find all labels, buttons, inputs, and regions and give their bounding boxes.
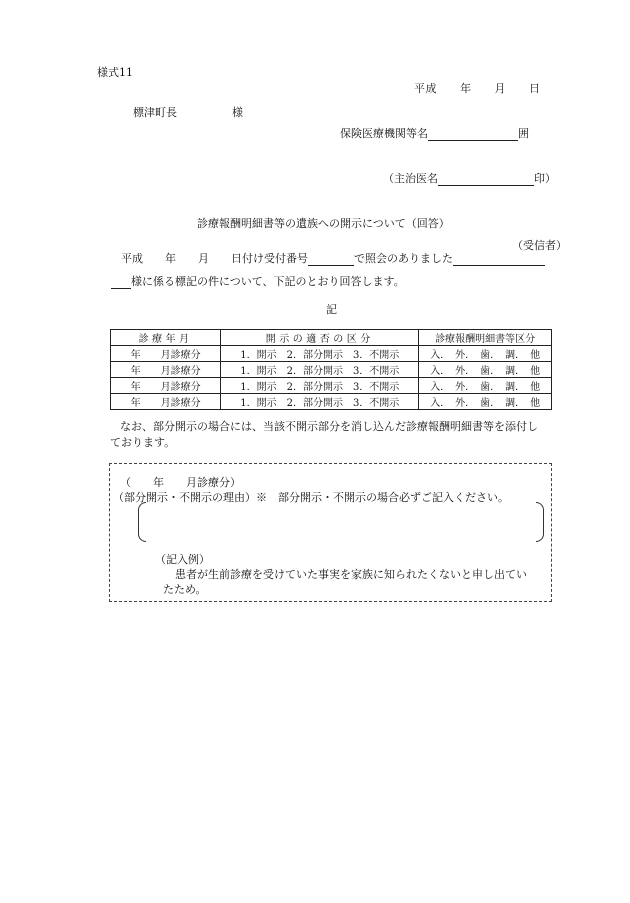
header-disclosure-category: 開示の適否の区分: [221, 330, 419, 346]
recipient-line: 標津町長 様: [133, 106, 243, 119]
inquiry-text: で照会のありました: [354, 252, 453, 265]
reference-number-blank: [308, 253, 354, 266]
disclosure-option-cell: 1．開示 2．部分開示 3．不開示: [221, 378, 419, 394]
patient-name-blank: [111, 276, 131, 289]
institution-label: 保険医療機関等名: [340, 127, 428, 140]
treatment-month-cell: 年 月診療分: [111, 346, 221, 362]
note-line-1: なお、部分開示の場合には、当該不開示部分を消し込んだ診療報酬明細書等を添付し: [120, 420, 538, 433]
body-line-2: [111, 273, 405, 289]
table-header-row: [111, 330, 552, 346]
disclosure-option-cell: 1．開示 2．部分開示 3．不開示: [221, 394, 419, 410]
ki-heading: 記: [326, 303, 337, 316]
document-title: 診療報酬明細書等の遺族への開示について（回答）: [197, 217, 450, 230]
doctor-name-blank: [438, 173, 534, 186]
statement-type-cell: 入． 外． 歯． 調． 他: [419, 346, 552, 362]
table-row: [111, 346, 552, 362]
example-label: （記入例）: [155, 553, 210, 566]
table-row: [111, 378, 552, 394]
form-number: 様式11: [97, 66, 133, 79]
statement-type-cell: 入． 外． 歯． 調． 他: [419, 362, 552, 378]
institution-name-blank: [428, 128, 518, 141]
statement-type-cell: 入． 外． 歯． 調． 他: [419, 378, 552, 394]
doctor-seal-mark: 印）: [534, 172, 556, 185]
treatment-month-cell: 年 月診療分: [111, 394, 221, 410]
treatment-month-cell: 年 月診療分: [111, 378, 221, 394]
inquirer-name-blank: [453, 253, 545, 266]
institution-seal-mark: 囲: [518, 127, 529, 140]
doctor-name-field: [383, 170, 556, 186]
statement-type-cell: 入． 外． 歯． 調． 他: [419, 394, 552, 410]
date-line: 平成 年 月 日: [414, 82, 541, 95]
body-line-1: [121, 250, 545, 266]
table-row: [111, 362, 552, 378]
header-treatment-month: 診療年月: [111, 330, 221, 346]
doctor-label: （主治医名: [383, 172, 438, 185]
example-line-1: 患者が生前診療を受けていた事実を家族に知られたくないと申し出てい: [175, 568, 527, 581]
reference-date-text: 平成 年 月 日付け受付番号: [121, 252, 308, 265]
disclosure-option-cell: 1．開示 2．部分開示 3．不開示: [221, 362, 419, 378]
table-row: [111, 394, 552, 410]
disclosure-option-cell: 1．開示 2．部分開示 3．不開示: [221, 346, 419, 362]
reason-label: （部分開示・不開示の理由）※ 部分開示・不開示の場合必ずご記入ください。: [113, 491, 509, 504]
example-line-2: たため。: [163, 583, 207, 596]
disclosure-table: [110, 329, 552, 410]
treatment-month-cell: 年 月診療分: [111, 362, 221, 378]
right-bracket: [536, 502, 544, 542]
left-bracket: [138, 502, 146, 542]
body-line-2-text: 様に係る標記の件について、下記のとおり回答します。: [131, 275, 405, 288]
header-statement-type: 診療報酬明細書等区分: [419, 330, 552, 346]
institution-name-field: [340, 125, 529, 141]
reason-period: （ 年 月診療分）: [120, 476, 241, 489]
note-line-2: ております。: [110, 436, 176, 449]
receiver-label: （受信者）: [512, 239, 567, 252]
